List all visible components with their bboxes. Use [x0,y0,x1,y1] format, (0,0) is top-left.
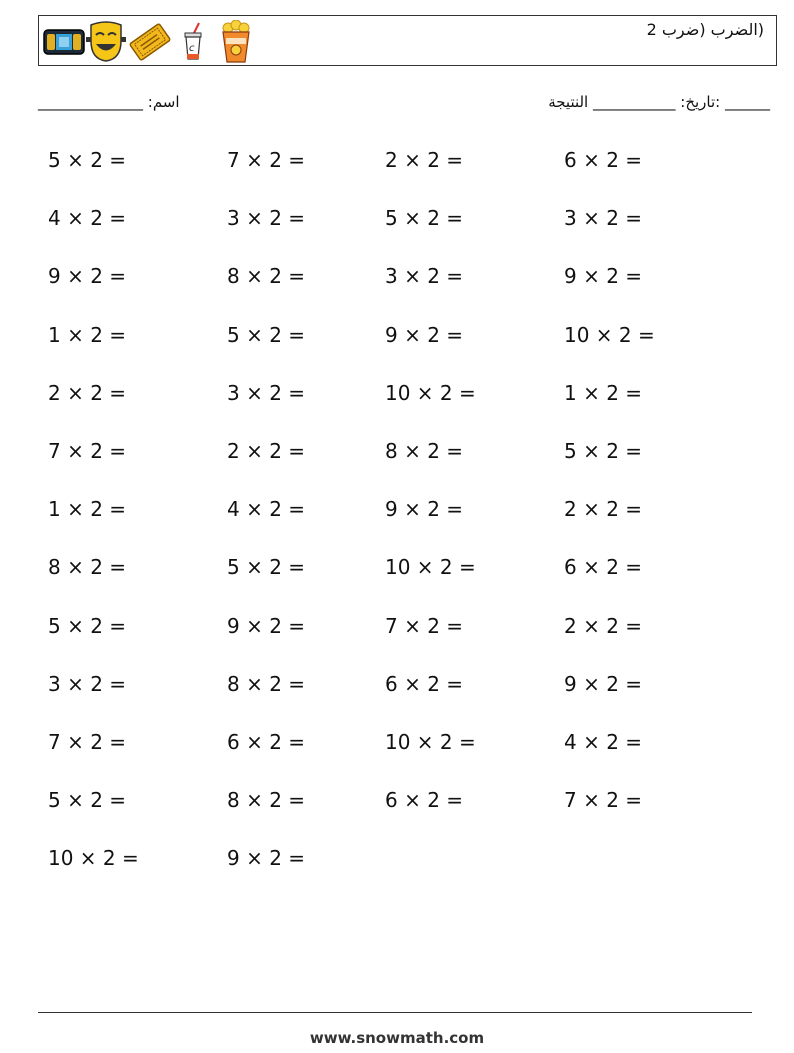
problem-r10-c2: 8 × 2 = [227,671,306,696]
problem-r1-c3: 2 × 2 = [385,148,464,172]
problem-r6-c4: 5 × 2 = [564,439,643,463]
problem-r10-c4: 9 × 2 = [564,671,643,696]
problem-r5-c1: 2 × 2 = [48,380,127,405]
problem-r12-c2: 8 × 2 = [227,788,306,813]
problem-r4-c2: 5 × 2 = [227,322,306,347]
problem-r3-c2: 8 × 2 = [227,264,306,289]
problem-r9-c4: 2 × 2 = [564,613,643,638]
problem-r3-c3: 3 × 2 = [385,264,464,289]
problem-r12-c3: 6 × 2 = [385,788,464,813]
problem-r6-c1: 7 × 2 = [48,439,127,463]
problem-r3-c1: 9 × 2 = [48,264,127,289]
problem-r10-c3: 6 × 2 = [385,671,464,696]
problem-r2-c1: 4 × 2 = [48,206,127,231]
problem-r8-c2: 5 × 2 = [227,555,306,580]
cinema-ticket-icon [128,21,172,63]
name-line: اسم: ______________ [38,93,180,111]
problem-r5-c4: 1 × 2 = [564,380,643,405]
problem-r1-c4: 6 × 2 = [564,148,643,172]
theater-mask-icon [86,21,126,63]
soda-cup-icon [180,21,206,63]
problem-r1-c1: 5 × 2 = [48,148,127,172]
svg-text:c: c [189,43,195,54]
problem-r1-c2: 7 × 2 = [227,148,306,172]
problem-r2-c4: 3 × 2 = [564,206,643,231]
problem-r6-c2: 2 × 2 = [227,439,306,463]
problem-r5-c2: 3 × 2 = [227,380,306,405]
problem-r7-c2: 4 × 2 = [227,497,306,522]
vhs-tape-icon [42,26,86,58]
problem-r12-c1: 5 × 2 = [48,788,127,813]
problem-r7-c4: 2 × 2 = [564,497,643,522]
footer-url: www.snowmath.com [309,1029,485,1047]
problem-r2-c3: 5 × 2 = [385,206,464,231]
problem-r11-c1: 7 × 2 = [48,730,127,754]
problem-r6-c3: 8 × 2 = [385,439,464,463]
problem-r13-c1: 10 × 2 = [48,846,139,871]
problem-r3-c4: 9 × 2 = [564,264,643,289]
problem-r8-c1: 8 × 2 = [48,555,127,580]
problem-r4-c1: 1 × 2 = [48,322,127,347]
problem-r10-c1: 3 × 2 = [48,671,127,696]
problem-r7-c3: 9 × 2 = [385,497,464,522]
popcorn-icon [216,20,256,64]
worksheet-title: (الضرب (ضرب 2 [646,20,764,39]
problem-r4-c4: 10 × 2 = [564,322,655,347]
header-icons [42,19,256,65]
footer-divider [38,1012,752,1013]
problem-r13-c2: 9 × 2 = [227,846,306,871]
problem-r9-c2: 9 × 2 = [227,613,306,638]
problem-r9-c3: 7 × 2 = [385,613,464,638]
problem-r4-c3: 9 × 2 = [385,322,464,347]
problem-r11-c4: 4 × 2 = [564,730,643,754]
problem-r9-c1: 5 × 2 = [48,613,127,638]
problem-r2-c2: 3 × 2 = [227,206,306,231]
problem-r8-c4: 6 × 2 = [564,555,643,580]
problem-r12-c4: 7 × 2 = [564,788,643,813]
date-score-line: ______ :تاريخ: ___________ النتيجة [548,93,770,111]
problem-r7-c1: 1 × 2 = [48,497,127,522]
problem-r8-c3: 10 × 2 = [385,555,476,580]
problem-r11-c2: 6 × 2 = [227,730,306,754]
worksheet-header [38,15,777,66]
problem-r5-c3: 10 × 2 = [385,380,476,405]
problem-r11-c3: 10 × 2 = [385,730,476,754]
